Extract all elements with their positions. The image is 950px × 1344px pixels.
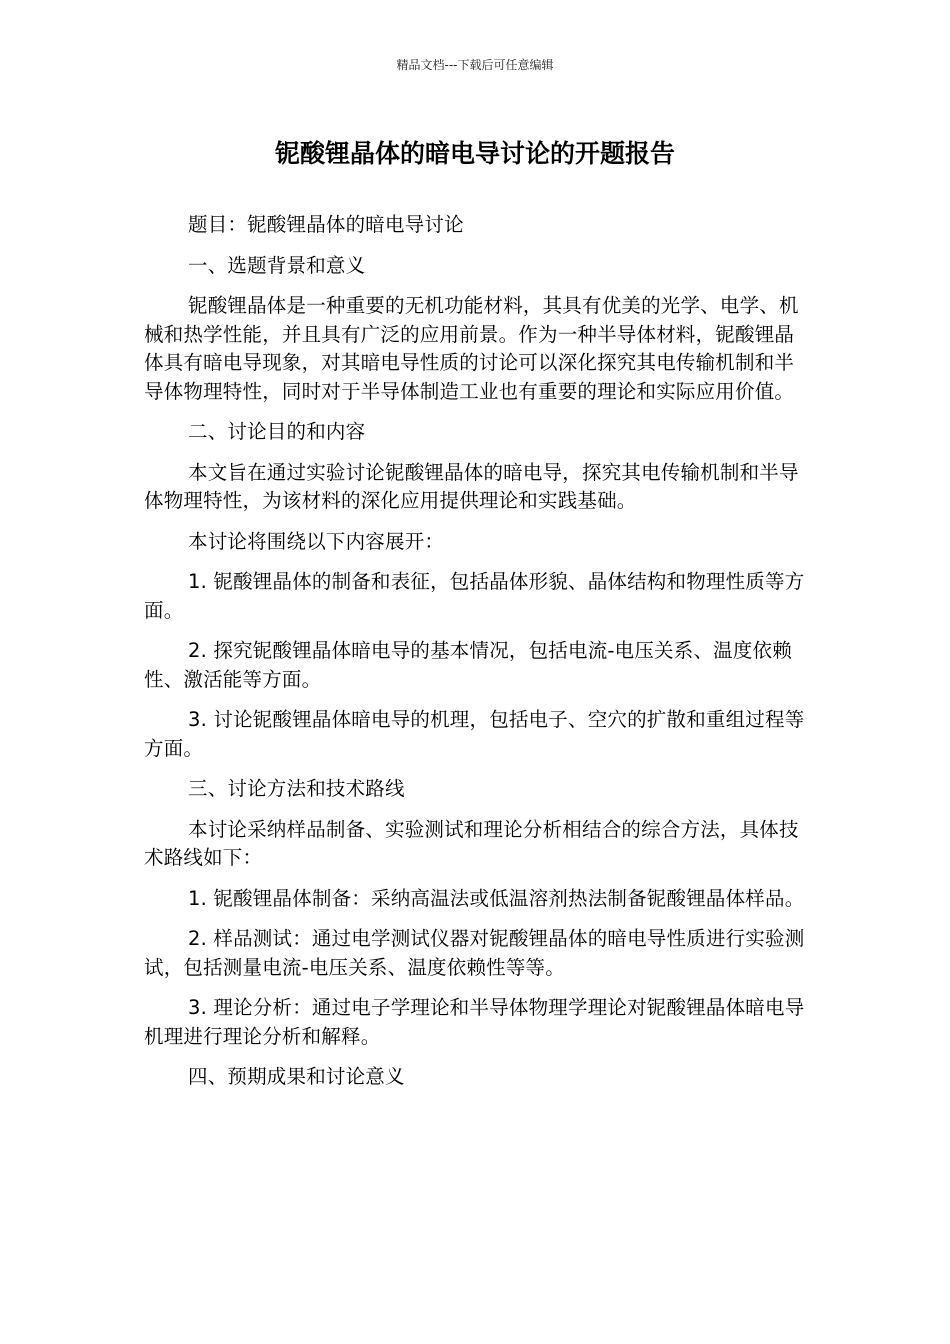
document-title: 铌酸锂晶体的暗电导讨论的开题报告 <box>274 139 675 168</box>
list-item-method-1: 1. 铌酸锂晶体制备：采纳高温法或低温溶剂热法制备铌酸锂晶体样品。 <box>188 886 805 910</box>
paragraph-content-intro: 本讨论将围绕以下内容展开： <box>188 529 445 553</box>
paragraph-methods: 本讨论采纳样品制备、实验测试和理论分析相结合的综合方法，具体技术路线如下： <box>144 817 799 869</box>
list-item-content-3: 3. 讨论铌酸锂晶体暗电导的机理，包括电子、空穴的扩散和重组过程等方面。 <box>144 708 805 760</box>
paragraph-topic: 题目：铌酸锂晶体的暗电导讨论 <box>188 213 464 236</box>
list-item-content-2: 2. 探究铌酸锂晶体暗电导的基本情况，包括电流-电压关系、温度依赖性、激活能等方面。 <box>144 639 792 691</box>
list-item-method-2: 2. 样品测试：通过电学测试仪器对铌酸锂晶体的暗电导性质进行实验测试，包括测量电流-电压关系、温度依赖性等等。 <box>144 927 805 979</box>
list-item-content-1: 1. 铌酸锂晶体的制备和表征，包括晶体形貌、晶体结构和物理性质等方面。 <box>144 570 805 622</box>
list-item-method-3: 3. 理论分析：通过电子学理论和半导体物理学理论对铌酸锂晶体暗电导机理进行理论分析和解释。 <box>144 996 805 1048</box>
section-heading-outcomes: 四、预期成果和讨论意义 <box>188 1065 405 1088</box>
section-heading-purpose: 二、讨论目的和内容 <box>188 420 366 443</box>
document-body <box>144 211 808 1104</box>
section-heading-methods: 三、讨论方法和技术路线 <box>188 777 405 800</box>
paragraph-background: 铌酸锂晶体是一种重要的无机功能材料，其具有优美的光学、电学、机械和热学性能，并且具有广泛的应用前景。作为一种半导体材料，铌酸锂晶体具有暗电导现象，对其暗电导性质的讨论可以深化探究其电传输机制和半导体物理特性，同时对于半导体制造工业也有重要的理论和实际应用价值。 <box>144 294 799 403</box>
paragraph-purpose: 本文旨在通过实验讨论铌酸锂晶体的暗电导，探究其电传输机制和半导体物理特性，为该材料的深化应用提供理论和实践基础。 <box>144 460 799 512</box>
section-heading-background: 一、选题背景和意义 <box>188 253 366 277</box>
page-header: 精品文档---下载后可任意编辑 <box>396 58 554 72</box>
